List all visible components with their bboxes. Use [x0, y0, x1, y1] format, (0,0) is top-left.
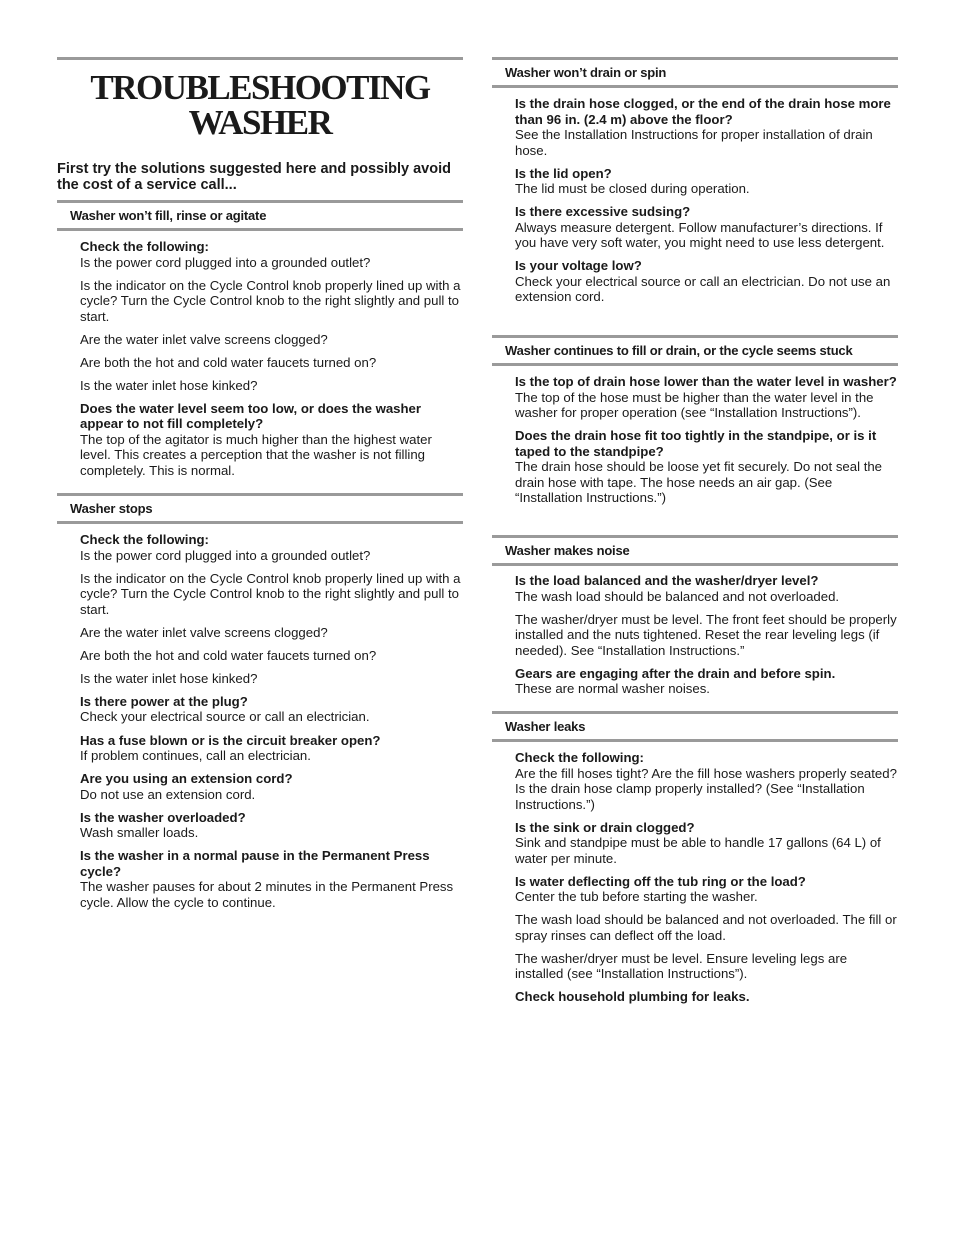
troubleshooting-item: [80, 810, 464, 841]
troubleshooting-item: [80, 733, 464, 764]
intro-text: First try the solutions suggested here and possibly avoid the cost of a service call...: [57, 161, 451, 193]
item-question: Check household plumbing for leaks.: [515, 989, 750, 1005]
page-title: [57, 70, 463, 140]
item-answer: Are the fill hoses tight? Are the fill hose washers properly seated? Is the drain hose clamp properly installed? (See “Installation Instructions.”): [515, 765, 897, 812]
troubleshooting-item: [80, 239, 464, 270]
item-question: Check the following:: [80, 239, 209, 254]
title-line-2: WASHER: [188, 103, 332, 142]
troubleshooting-item: [80, 625, 464, 641]
item-answer: Is the water inlet hose kinked?: [80, 377, 258, 393]
item-answer: Is the indicator on the Cycle Control knob properly lined up with a cycle? Turn the Cycle Control knob to the right slightly and pull to start.: [80, 277, 461, 324]
troubleshooting-item: [515, 428, 899, 506]
troubleshooting-item: [80, 848, 464, 910]
item-answer: The washer/dryer must be level. Ensure leveling legs are installed (see “Installation Instructions”).: [515, 950, 848, 982]
troubleshooting-item: [515, 573, 899, 604]
section-heading-label: Washer makes noise: [505, 543, 630, 558]
troubleshooting-item: [80, 771, 464, 802]
troubleshooting-item: [80, 532, 464, 563]
section-heading-stops: [57, 493, 463, 524]
troubleshooting-item: [515, 951, 899, 982]
item-answer: Is the power cord plugged into a grounded outlet?: [80, 547, 371, 563]
item-answer: Are the water inlet valve screens clogged?: [80, 331, 328, 347]
section-body-leaks: [515, 750, 899, 1013]
item-answer: Is the power cord plugged into a grounded outlet?: [80, 254, 371, 270]
item-answer: Sink and standpipe must be able to handle 17 gallons (64 L) of water per minute.: [515, 835, 881, 866]
troubleshooting-item: [515, 989, 899, 1005]
item-answer: Center the tub before starting the washer.: [515, 889, 758, 905]
item-question: Gears are engaging after the drain and before spin.: [515, 665, 836, 681]
item-question: Has a fuse blown or is the circuit breaker open?: [80, 732, 381, 748]
section-heading-label: Washer leaks: [505, 719, 586, 734]
item-answer: The washer/dryer must be level. The front feet should be properly installed and the nuts tightened. Reset the rear leveling legs (if needed). See “Installation Instructions.”: [515, 611, 897, 658]
section-body-wont-fill: [80, 239, 464, 486]
item-question: Is the washer overloaded?: [80, 809, 246, 825]
item-question: Is the top of drain hose lower than the water level in washer?: [515, 374, 897, 389]
troubleshooting-item: [515, 374, 899, 421]
troubleshooting-item: [515, 912, 899, 943]
item-answer: Are both the hot and cold water faucets turned on?: [80, 354, 377, 370]
troubleshooting-item: [80, 571, 464, 618]
troubleshooting-item: [515, 96, 899, 158]
troubleshooting-item: [515, 204, 899, 251]
troubleshooting-item: [80, 671, 464, 687]
section-heading-label: Washer continues to fill or drain, or the cycle seems stuck: [505, 343, 853, 358]
section-heading-leaks: [492, 711, 898, 742]
section-body-noise: [515, 573, 899, 704]
item-answer: These are normal washer noises.: [515, 681, 710, 697]
item-answer: Always measure detergent. Follow manufacturer’s directions. If you have very soft water, you might need to use less detergent.: [515, 219, 885, 251]
item-answer: The lid must be closed during operation.: [515, 181, 750, 197]
item-answer: Check your electrical source or call an electrician.: [80, 709, 370, 725]
item-question: Is the sink or drain clogged?: [515, 819, 695, 835]
section-body-continues: [515, 374, 899, 513]
troubleshooting-item: [515, 612, 899, 659]
item-answer: The wash load should be balanced and not overloaded. The fill or spray rinses can deflect off the load.: [515, 912, 897, 943]
item-answer: Check your electrical source or call an electrician. Do not use an extension cord.: [515, 273, 891, 305]
troubleshooting-item: [80, 355, 464, 371]
item-question: Is your voltage low?: [515, 258, 642, 274]
item-question: Check the following:: [80, 532, 209, 547]
item-question: Does the drain hose fit too tightly in the standpipe, or is it taped to the standpipe?: [515, 428, 877, 459]
item-answer: Are the water inlet valve screens clogged?: [80, 624, 328, 640]
section-heading-wont-fill: [57, 200, 463, 231]
item-answer: The washer pauses for about 2 minutes in the Permanent Press cycle. Allow the cycle to continue.: [80, 879, 454, 910]
item-question: Check the following:: [515, 750, 644, 765]
section-heading-label: Washer won’t fill, rinse or agitate: [70, 208, 267, 223]
troubleshooting-item: [80, 378, 464, 394]
item-answer: Do not use an extension cord.: [80, 786, 256, 802]
item-answer: Wash smaller loads.: [80, 825, 199, 841]
item-question: Is the drain hose clogged, or the end of the drain hose more than 96 in. (2.4 m) above the floor?: [515, 96, 891, 127]
section-heading-label: Washer stops: [70, 501, 153, 516]
section-heading-wont-drain: [492, 57, 898, 88]
troubleshooting-item: [515, 166, 899, 197]
troubleshooting-item: [515, 666, 899, 697]
item-question: Is there excessive sudsing?: [515, 204, 691, 220]
item-answer: The wash load should be balanced and not overloaded.: [515, 588, 840, 604]
item-answer: If problem continues, call an electrician.: [80, 748, 311, 764]
item-question: Is water deflecting off the tub ring or the load?: [515, 873, 806, 889]
troubleshooting-item: [80, 694, 464, 725]
item-answer: Is the water inlet hose kinked?: [80, 670, 258, 686]
troubleshooting-item: [515, 820, 899, 867]
top-rule: [57, 57, 463, 60]
item-answer: Are both the hot and cold water faucets turned on?: [80, 647, 377, 663]
item-question: Is the washer in a normal pause in the Permanent Press cycle?: [80, 848, 430, 879]
troubleshooting-item: [515, 750, 899, 812]
troubleshooting-item: [80, 401, 464, 479]
item-question: Is there power at the plug?: [80, 693, 248, 709]
item-answer: The top of the hose must be higher than the water level in the washer for proper operation (see “Installation Instructions”).: [515, 389, 874, 420]
section-heading-noise: [492, 535, 898, 566]
item-answer: The top of the agitator is much higher than the highest water level. This creates a perception that the washer is not filling completely. This is normal.: [80, 431, 432, 478]
item-question: Is the load balanced and the washer/dryer level?: [515, 573, 819, 588]
troubleshooting-item: [80, 648, 464, 664]
troubleshooting-item: [515, 258, 899, 305]
section-body-wont-drain: [515, 96, 899, 312]
item-question: Are you using an extension cord?: [80, 771, 293, 787]
section-body-stops: [80, 532, 464, 918]
item-answer: See the Installation Instructions for proper installation of drain hose.: [515, 127, 873, 158]
troubleshooting-item: [80, 332, 464, 348]
item-answer: Is the indicator on the Cycle Control knob properly lined up with a cycle? Turn the Cycle Control knob to the right slightly and pull to start.: [80, 570, 461, 617]
item-question: Does the water level seem too low, or does the washer appear to not fill completely?: [80, 400, 422, 432]
title-line-1: TROUBLESHOOTING: [90, 68, 430, 107]
section-heading-label: Washer won’t drain or spin: [505, 65, 667, 80]
item-answer: The drain hose should be loose yet fit securely. Do not seal the drain hose with tape. The hose needs an air gap. (See “Installation Instructions.”): [515, 459, 883, 506]
section-heading-continues: [492, 335, 898, 366]
troubleshooting-item: [515, 874, 899, 905]
troubleshooting-item: [80, 278, 464, 325]
item-question: Is the lid open?: [515, 165, 612, 181]
